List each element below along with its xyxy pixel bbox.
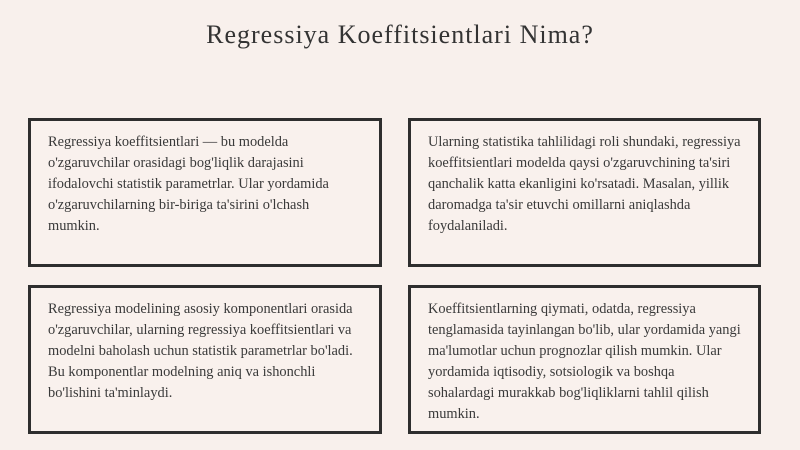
card-text: Koeffitsientlarning qiymati, odatda, regressiya tenglamasida tayinlangan bo'lib, ular yordamida yangi ma'lumotlar uchun prognozlar qilish mumkin. Ular yordamida iqtisodiy, sotsiologik va boshqa sohalardagi murakkab bog'liqliklarni tahlil qilish mumkin. <box>428 301 741 422</box>
info-card-role <box>408 118 761 267</box>
info-card-usage <box>408 285 761 434</box>
card-text: Regressiya modelining asosiy komponentlari orasida o'zgaruvchilar, ularning regressiya koeffitsientlari va modelni baholash uchun statistik parametrlar bo'ladi. Bu komponentlar modelning aniq va ishonchli bo'lishini ta'minlaydi. <box>48 301 353 401</box>
slide-title: Regressiya Koeffitsientlari Nima? <box>206 20 594 49</box>
info-card-components <box>28 285 382 434</box>
card-text: Ularning statistika tahlilidagi roli shundaki, regressiya koeffitsientlari modelda qaysi o'zgaruvchining ta'siri qanchalik katta ekanligini ko'rsatadi. Masalan, yillik daromadga ta'sir etuvchi omillarni aniqlashda foydalaniladi. <box>428 134 741 234</box>
info-card-definition <box>28 118 382 267</box>
card-text: Regressiya koeffitsientlari — bu modelda o'zgaruvchilar orasidagi bog'liqlik darajasini ifodalovchi statistik parametrlar. Ular yordamida o'zgaruvchilarning bir-biriga ta'sirini o'lchash mumkin. <box>48 134 329 234</box>
